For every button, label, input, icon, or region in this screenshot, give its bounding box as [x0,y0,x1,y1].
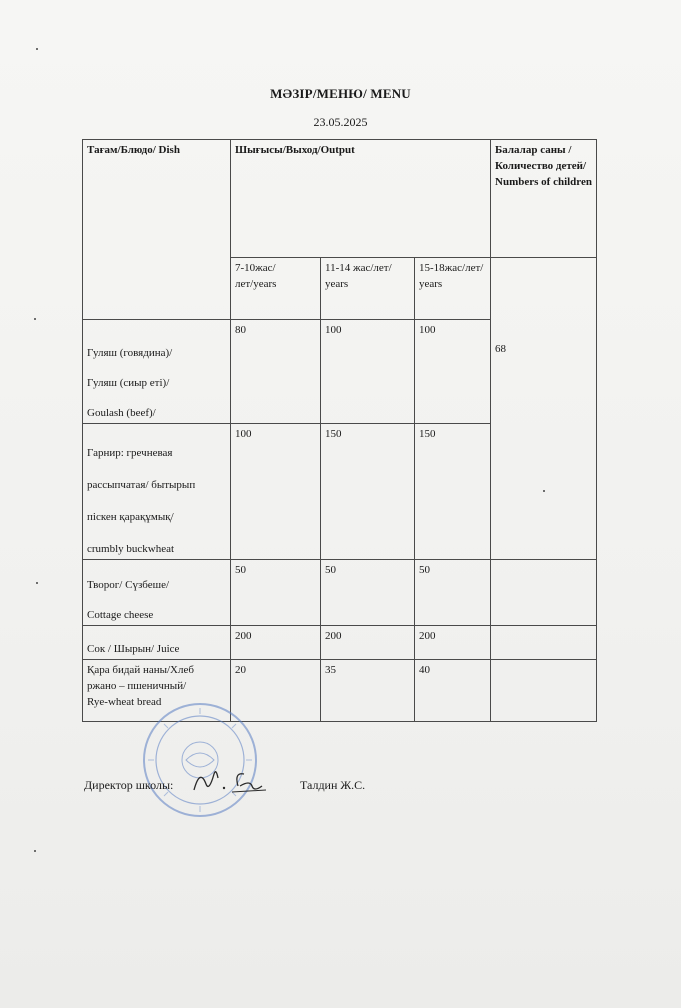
value-cell: 40 [415,660,491,722]
dish-line: Сок / Шырын/ Juice [87,643,180,655]
scan-speck [543,490,545,492]
age-group-11-14: 11-14 жас/лет/ years [321,258,415,320]
value-cell: 150 [415,424,491,560]
director-name: Талдин Ж.С. [300,778,366,792]
dish-line: Қара бидай наны/Хлеб [87,664,194,676]
value-cell: 200 [415,626,491,660]
dish-cell [83,424,231,560]
menu-table [82,139,597,722]
value-cell: 150 [321,424,415,560]
age-group-15-18: 15-18жас/лет/ years [415,258,491,320]
dish-line: crumbly buckwheat [87,543,175,555]
dish-cell [83,626,231,660]
scan-speck [36,48,38,50]
children-header: Балалар саны /Количество детей/ Numbers of children [491,140,597,258]
table-row [83,626,597,660]
value-cell: 100 [321,320,415,424]
menu-date: 23.05.2025 [313,115,368,129]
children-count [491,258,597,560]
school-stamp-icon [140,700,260,820]
dish-line: Гуляш (сиыр еті)/ [87,377,170,389]
children-empty-cell [491,660,597,722]
scan-speck [34,850,36,852]
value-cell: 50 [321,560,415,626]
value-cell: 50 [231,560,321,626]
dish-line: Творог/ Сүзбеше/ [87,579,170,591]
value-cell: 50 [415,560,491,626]
dish-line: Гуляш (говядина)/ [87,347,173,359]
table-row [83,560,597,626]
value-cell: 100 [415,320,491,424]
dish-cell [83,320,231,424]
dish-line: піскен қарақұмық/ [87,511,174,523]
children-empty-cell [491,626,597,660]
signature-icon [188,764,268,798]
scan-speck [34,318,36,320]
dish-line: Rye-wheat bread [87,696,162,708]
output-header: Шығысы/Выход/Output [231,140,491,258]
value-cell: 80 [231,320,321,424]
dish-line: рассыпчатая/ бытырып [87,479,196,491]
value-cell: 100 [231,424,321,560]
dish-line: ржано – пшеничный/ [87,680,187,692]
dish-header: Тағам/Блюдо/ Dish [83,140,231,320]
age-group-7-10: 7-10жас/лет/years [231,258,321,320]
dish-line: Cottage cheese [87,609,154,621]
scan-speck [36,582,38,584]
director-label: Директор школы: [84,778,174,792]
dish-cell [83,560,231,626]
menu-title: МӘЗІР/МЕНЮ/ MENU [270,86,411,101]
value-cell: 200 [321,626,415,660]
dish-line: Goulash (beef)/ [87,407,156,419]
value-cell: 20 [231,660,321,722]
children-count-value: 68 [495,342,507,355]
header-row [83,140,597,258]
children-empty-cell [491,560,597,626]
value-cell: 200 [231,626,321,660]
dish-line: Гарнир: гречневая [87,447,173,459]
value-cell: 35 [321,660,415,722]
